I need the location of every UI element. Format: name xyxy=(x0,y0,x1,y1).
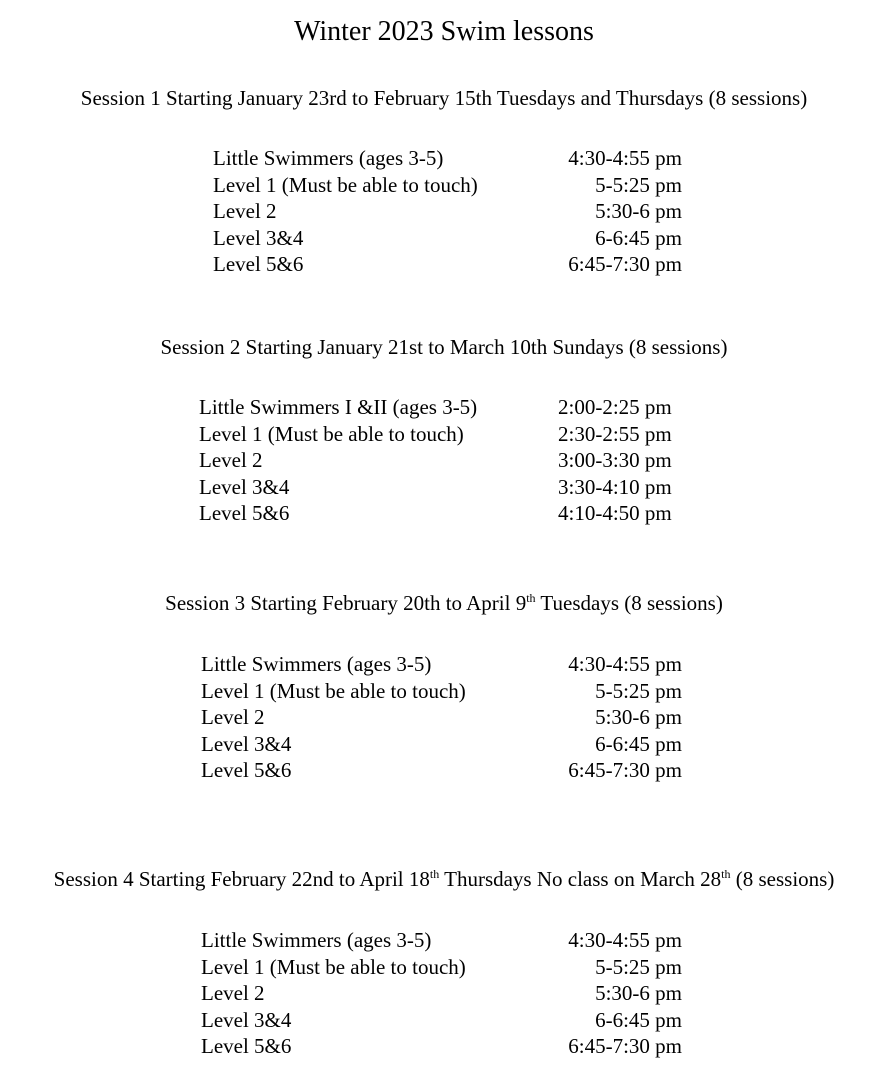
class-time: 4:30-4:55 pm xyxy=(568,928,682,952)
schedule-row xyxy=(213,225,682,252)
class-name: Little Swimmers I &II (ages 3-5) xyxy=(199,395,478,419)
class-time: 6:45-7:30 pm xyxy=(568,758,682,783)
class-name: Level 5&6 xyxy=(213,252,304,277)
session-2-heading: Session 2 Starting January 21st to March 10th Sundays (8 sessions) xyxy=(160,335,728,359)
class-name: Level 1 (Must be able to touch) xyxy=(213,172,478,197)
session-4-schedule xyxy=(201,927,682,1060)
class-name: Level 2 xyxy=(213,199,277,224)
class-time: 2:00-2:25 pm xyxy=(558,395,672,419)
class-time: 6-6:45 pm xyxy=(595,225,682,250)
schedule-row xyxy=(199,447,689,474)
class-name: Little Swimmers (ages 3-5) xyxy=(213,146,444,170)
schedule-row xyxy=(199,500,689,527)
class-name: Level 3&4 xyxy=(201,1007,292,1032)
class-time: 5:30-6 pm xyxy=(595,981,682,1006)
schedule-row xyxy=(199,421,689,448)
class-time: 3:30-4:10 pm xyxy=(558,474,672,499)
schedule-row xyxy=(201,731,682,758)
class-name: Level 1 (Must be able to touch) xyxy=(199,421,464,446)
class-name: Level 1 (Must be able to touch) xyxy=(201,678,466,703)
schedule-row xyxy=(201,927,682,954)
class-time: 5-5:25 pm xyxy=(595,954,682,979)
class-name: Little Swimmers (ages 3-5) xyxy=(201,652,432,676)
class-time: 3:00-3:30 pm xyxy=(558,448,672,473)
class-name: Level 1 (Must be able to touch) xyxy=(201,954,466,979)
class-time: 5:30-6 pm xyxy=(595,705,682,730)
class-time: 6:45-7:30 pm xyxy=(568,252,682,277)
session-3-heading: Session 3 Starting February 20th to April 9th Tuesdays (8 sessions) xyxy=(165,591,723,615)
class-time: 6:45-7:30 pm xyxy=(568,1034,682,1059)
class-name: Level 5&6 xyxy=(199,501,290,526)
class-time: 6-6:45 pm xyxy=(595,731,682,756)
schedule-row xyxy=(201,954,682,981)
class-time: 4:30-4:55 pm xyxy=(568,652,682,676)
schedule-row xyxy=(201,651,682,678)
schedule-row xyxy=(201,757,682,784)
class-name: Level 5&6 xyxy=(201,758,292,783)
class-name: Level 2 xyxy=(201,705,265,730)
class-time: 5:30-6 pm xyxy=(595,199,682,224)
class-time: 5-5:25 pm xyxy=(595,172,682,197)
schedule-row xyxy=(201,1007,682,1034)
class-name: Level 3&4 xyxy=(213,225,304,250)
schedule-row xyxy=(201,980,682,1007)
session-1-heading: Session 1 Starting January 23rd to February 15th Tuesdays and Thursdays (8 sessions) xyxy=(80,86,808,110)
schedule-row xyxy=(213,145,682,172)
class-name: Level 2 xyxy=(201,981,265,1006)
class-name: Level 5&6 xyxy=(201,1034,292,1059)
class-time: 6-6:45 pm xyxy=(595,1007,682,1032)
class-time: 4:10-4:50 pm xyxy=(558,501,672,526)
class-name: Level 3&4 xyxy=(199,474,290,499)
class-time: 5-5:25 pm xyxy=(595,678,682,703)
class-time: 2:30-2:55 pm xyxy=(558,421,672,446)
class-name: Level 2 xyxy=(199,448,263,473)
class-name: Level 3&4 xyxy=(201,731,292,756)
schedule-row xyxy=(213,172,682,199)
schedule-row xyxy=(213,251,682,278)
page-title: Winter 2023 Swim lessons xyxy=(294,16,594,47)
session-1-schedule xyxy=(213,145,682,278)
class-name: Little Swimmers (ages 3-5) xyxy=(201,928,432,952)
schedule-row xyxy=(201,1033,682,1060)
schedule-row xyxy=(199,474,689,501)
class-time: 4:30-4:55 pm xyxy=(568,146,682,170)
schedule-row xyxy=(201,704,682,731)
session-4-heading: Session 4 Starting February 22nd to April 18th Thursdays No class on March 28th (8 sessions) xyxy=(53,867,835,891)
schedule-row xyxy=(201,678,682,705)
schedule-row xyxy=(213,198,682,225)
schedule-row xyxy=(199,394,689,421)
session-2-schedule xyxy=(199,394,689,527)
session-3-schedule xyxy=(201,651,682,784)
